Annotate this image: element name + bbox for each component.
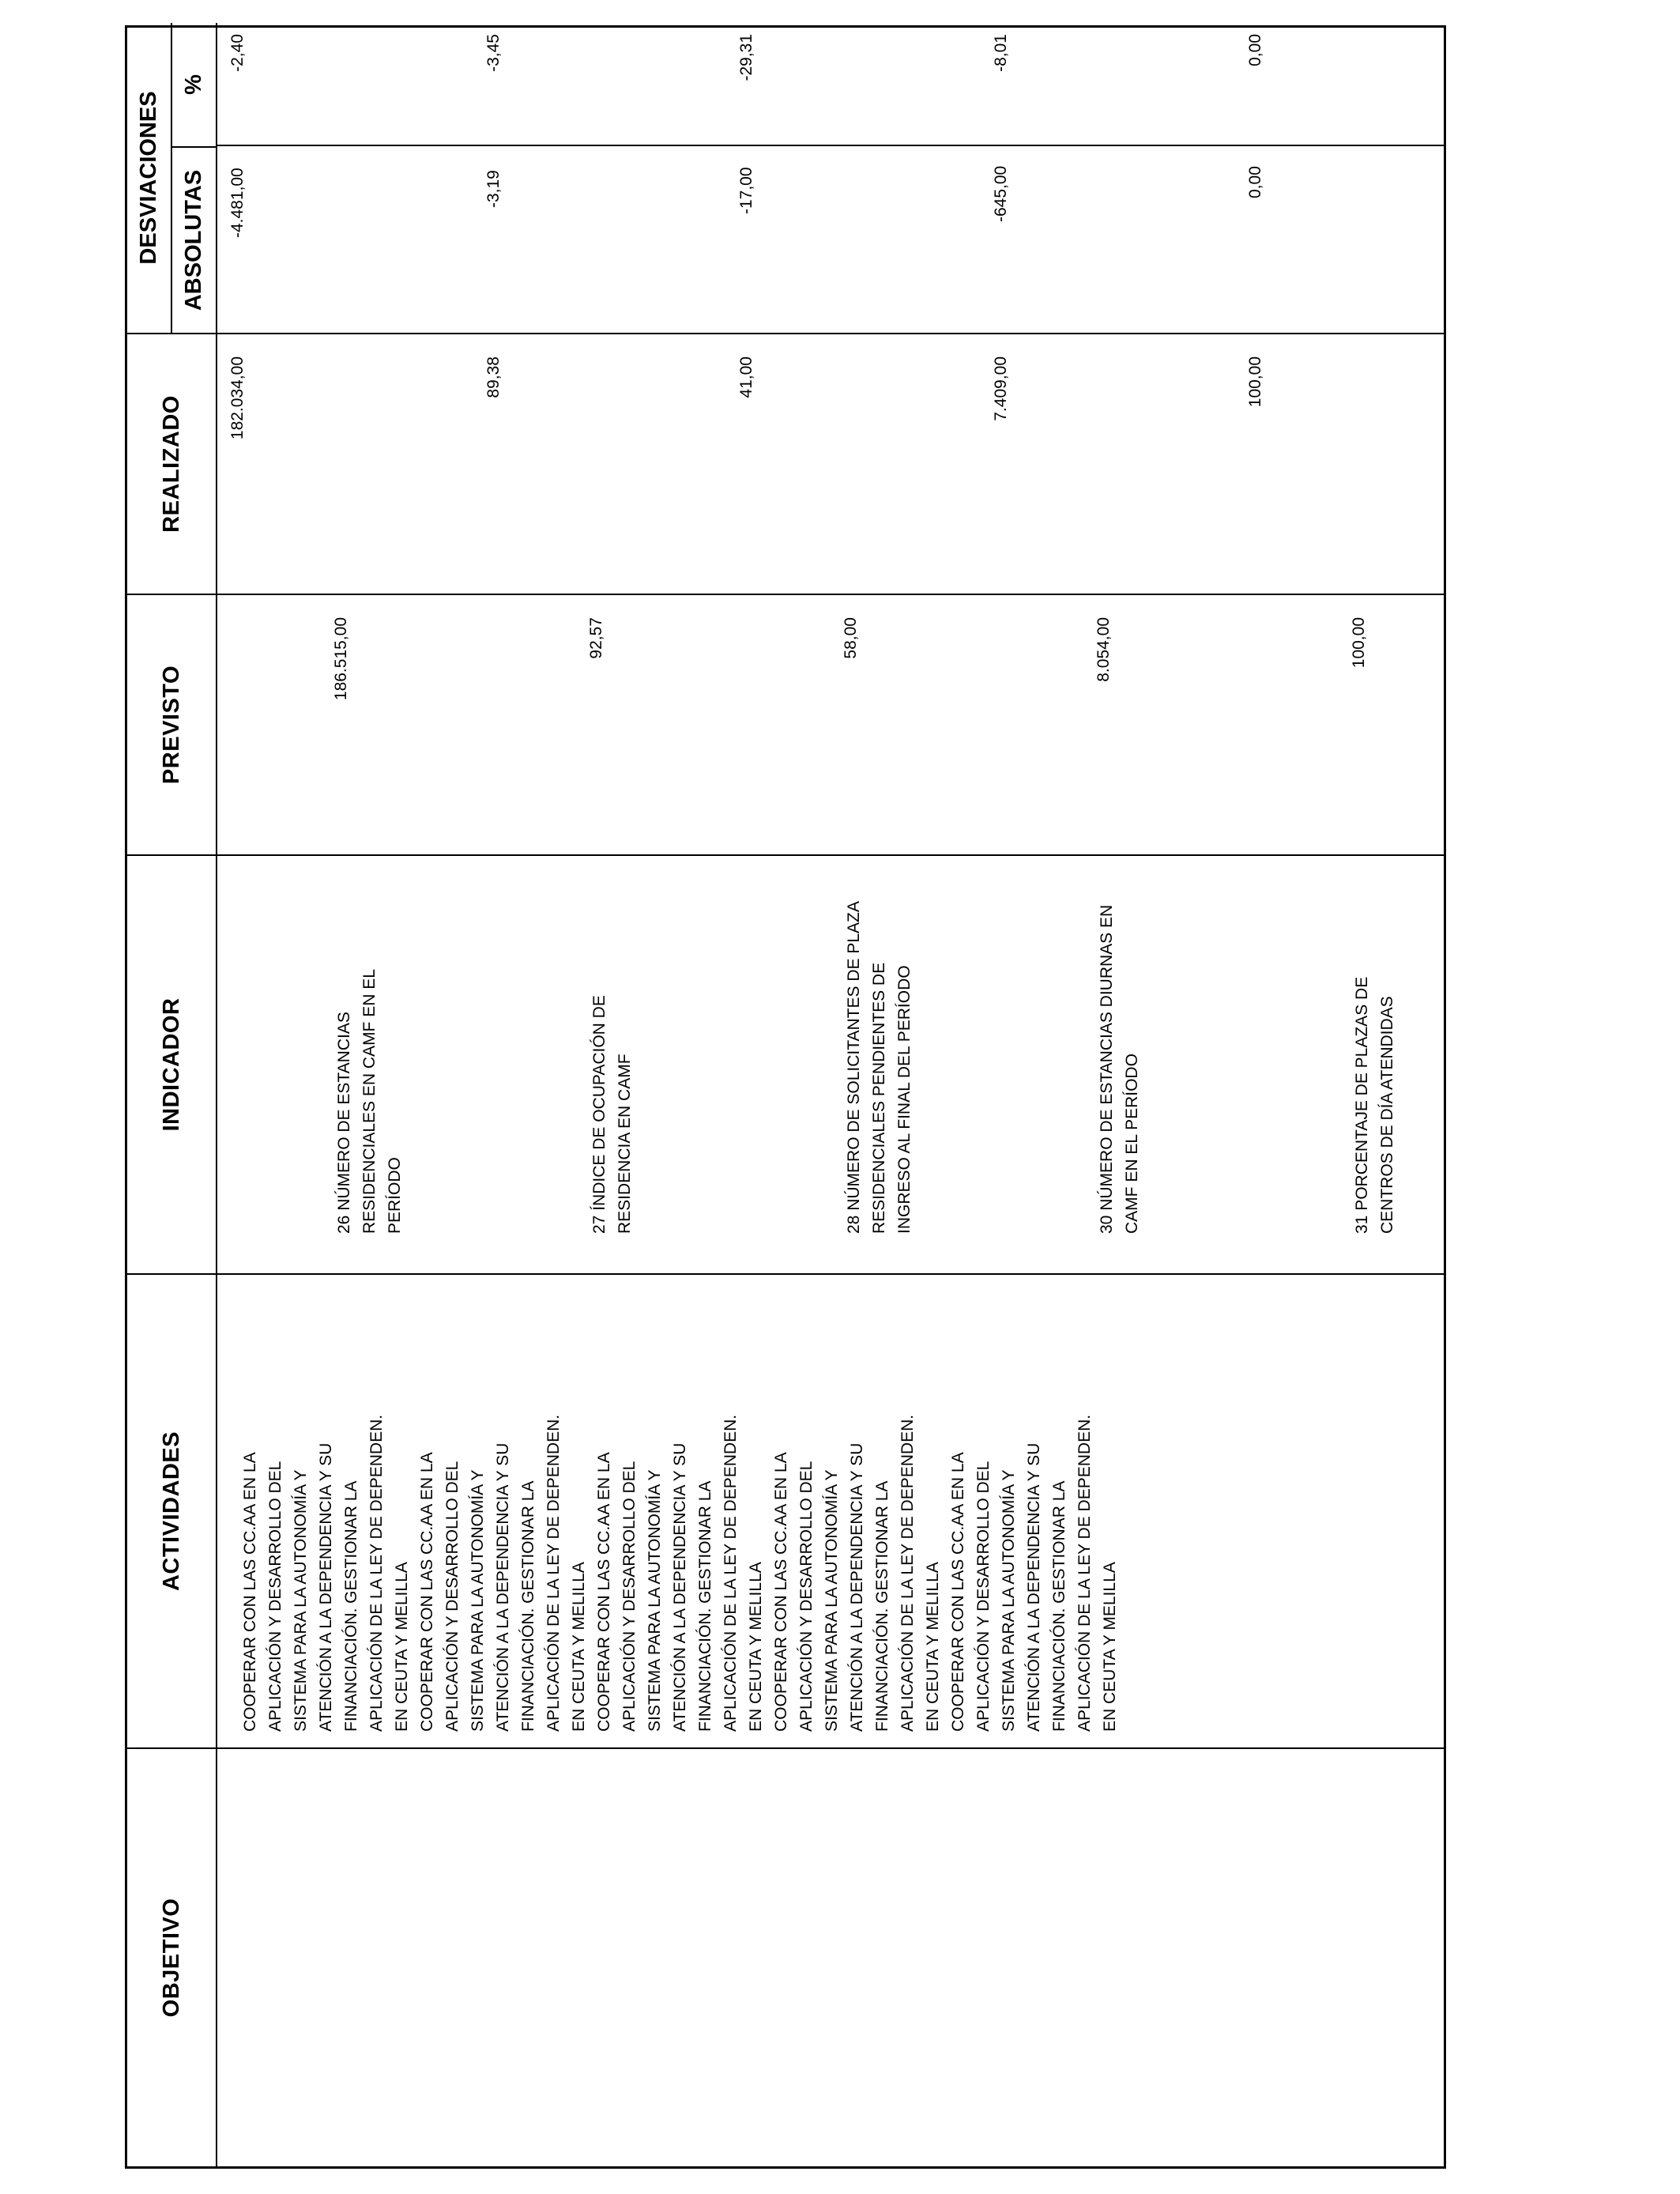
previsto-row-27: 92,57 [587, 617, 605, 659]
col-objetivo [127, 1747, 1444, 2166]
col-indicador [127, 854, 1444, 1273]
indicador-row-28: 28 NÚMERO DE SOLICITANTES DE PLAZA RESIDENCIALES PENDIENTES DE INGRESO AL FINAL DEL PERÍODO [845, 901, 913, 1234]
porcentaje-row-30: -8,01 [992, 34, 1010, 72]
previsto-row-28: 58,00 [842, 617, 860, 659]
porcentaje-row-27: -3,45 [484, 34, 503, 72]
header-previsto: PREVISTO [127, 595, 217, 854]
absolutas-row-30: -645,00 [992, 165, 1010, 222]
col-desviaciones [127, 23, 1444, 333]
realizado-row-26: 182.034,00 [228, 356, 247, 440]
actividades-cell [217, 1275, 1444, 1747]
col-realizado [127, 333, 1444, 594]
indicador-cell [217, 856, 1444, 1273]
absolutas-row-27: -3,19 [484, 170, 503, 208]
indicador-row-27: 27 ÍNDICE DE OCUPACIÓN DE RESIDENCIA EN CAMF [590, 995, 634, 1234]
previsto-row-30: 8.054,00 [1094, 617, 1113, 682]
header-indicador: INDICADOR [127, 856, 217, 1273]
actividades-text: COOPERAR CON LAS CC.AA EN LA APLICACIÓN Y DESARROLLO DEL SISTEMA PARA LA AUTONOMÍA Y ATENCIÓN A LA DEPENDENCIA Y SU FINANCIACIÓN. GESTIONAR LA APLICACIÓN DE LA LEY DE DEPENDEN. EN CEUTA Y MELILLA COOPERAR CON LAS CC.AA EN LA APLICACIÓN Y DESARROLLO DEL SISTEMA PARA LA AUTONOMÍA Y ATENCIÓN A LA DEPENDENCIA Y SU FINANCIACIÓN. GESTIONAR LA APLICACIÓN DE LA LEY DE DEPENDEN. EN CEUTA Y MELILLA COOPERAR CON LAS CC.AA EN LA APLICACIÓN Y DESARROLLO DEL SISTEMA PARA LA AUTONOMÍA Y ATENCIÓN A LA DEPENDENCIA Y SU FINANCIACIÓN. GESTIONAR LA APLICACIÓN DE LA LEY DE DEPENDEN. EN CEUTA Y MELILLA COOPERAR CON LAS CC.AA EN LA APLICACIÓN Y DESARROLLO DEL SISTEMA PARA LA AUTONOMÍA Y ATENCIÓN A LA DEPENDENCIA Y SU FINANCIACIÓN. GESTIONAR LA APLICACIÓN DE LA LEY DE DEPENDEN. EN CEUTA Y MELILLA COOPERAR CON LAS CC.AA EN LA APLICACIÓN Y DESARROLLO DEL SISTEMA PARA LA AUTONOMÍA Y ATENCIÓN A LA DEPENDENCIA Y SU FINANCIACIÓN. GESTIONAR LA APLICACIÓN DE LA LEY DE DEPENDEN. EN CEUTA Y MELILLA [241, 1414, 1119, 1732]
realizado-row-27: 89,38 [484, 356, 503, 398]
porcentaje-row-26: -2,40 [228, 34, 247, 72]
col-actividades [127, 1273, 1444, 1747]
col-previsto [127, 594, 1444, 854]
header-absolutas: ABSOLUTAS [172, 146, 217, 333]
header-objetivo: OBJETIVO [127, 1749, 217, 2166]
porcentaje-row-31: 0,00 [1246, 34, 1264, 66]
desviaciones-cell [217, 23, 1444, 333]
realizado-cell [217, 334, 1444, 594]
porcentaje-row-28: -29,31 [737, 34, 755, 81]
absolutas-row-31: 0,00 [1246, 166, 1264, 198]
indicador-row-26: 26 NÚMERO DE ESTANCIAS RESIDENCIALES EN CAMF EN EL PERÍODO [335, 969, 404, 1234]
absolutas-row-26: -4.481,00 [228, 168, 247, 238]
previsto-row-26: 186.515,00 [332, 617, 350, 701]
objetivo-cell [217, 1749, 1444, 2166]
previsto-row-31: 100,00 [1350, 617, 1368, 669]
header-desviaciones: DESVIACIONES [127, 23, 172, 333]
absolutas-row-28: -17,00 [737, 167, 755, 214]
header-actividades: ACTIVIDADES [127, 1275, 217, 1747]
indicador-row-30: 30 NÚMERO DE ESTANCIAS DIURNAS EN CAMF EN EL PERÍODO [1098, 904, 1141, 1234]
objectives-table [125, 25, 1446, 2169]
header-porcentaje: % [172, 23, 217, 146]
indicador-row-31: 31 PORCENTAJE DE PLAZAS DE CENTROS DE DÍA ATENDIDAS [1353, 976, 1396, 1234]
previsto-cell [217, 595, 1444, 854]
realizado-row-30: 7.409,00 [992, 356, 1010, 421]
realizado-row-31: 100,00 [1246, 356, 1264, 408]
realizado-row-28: 41,00 [737, 356, 755, 398]
header-realizado: REALIZADO [127, 334, 217, 594]
